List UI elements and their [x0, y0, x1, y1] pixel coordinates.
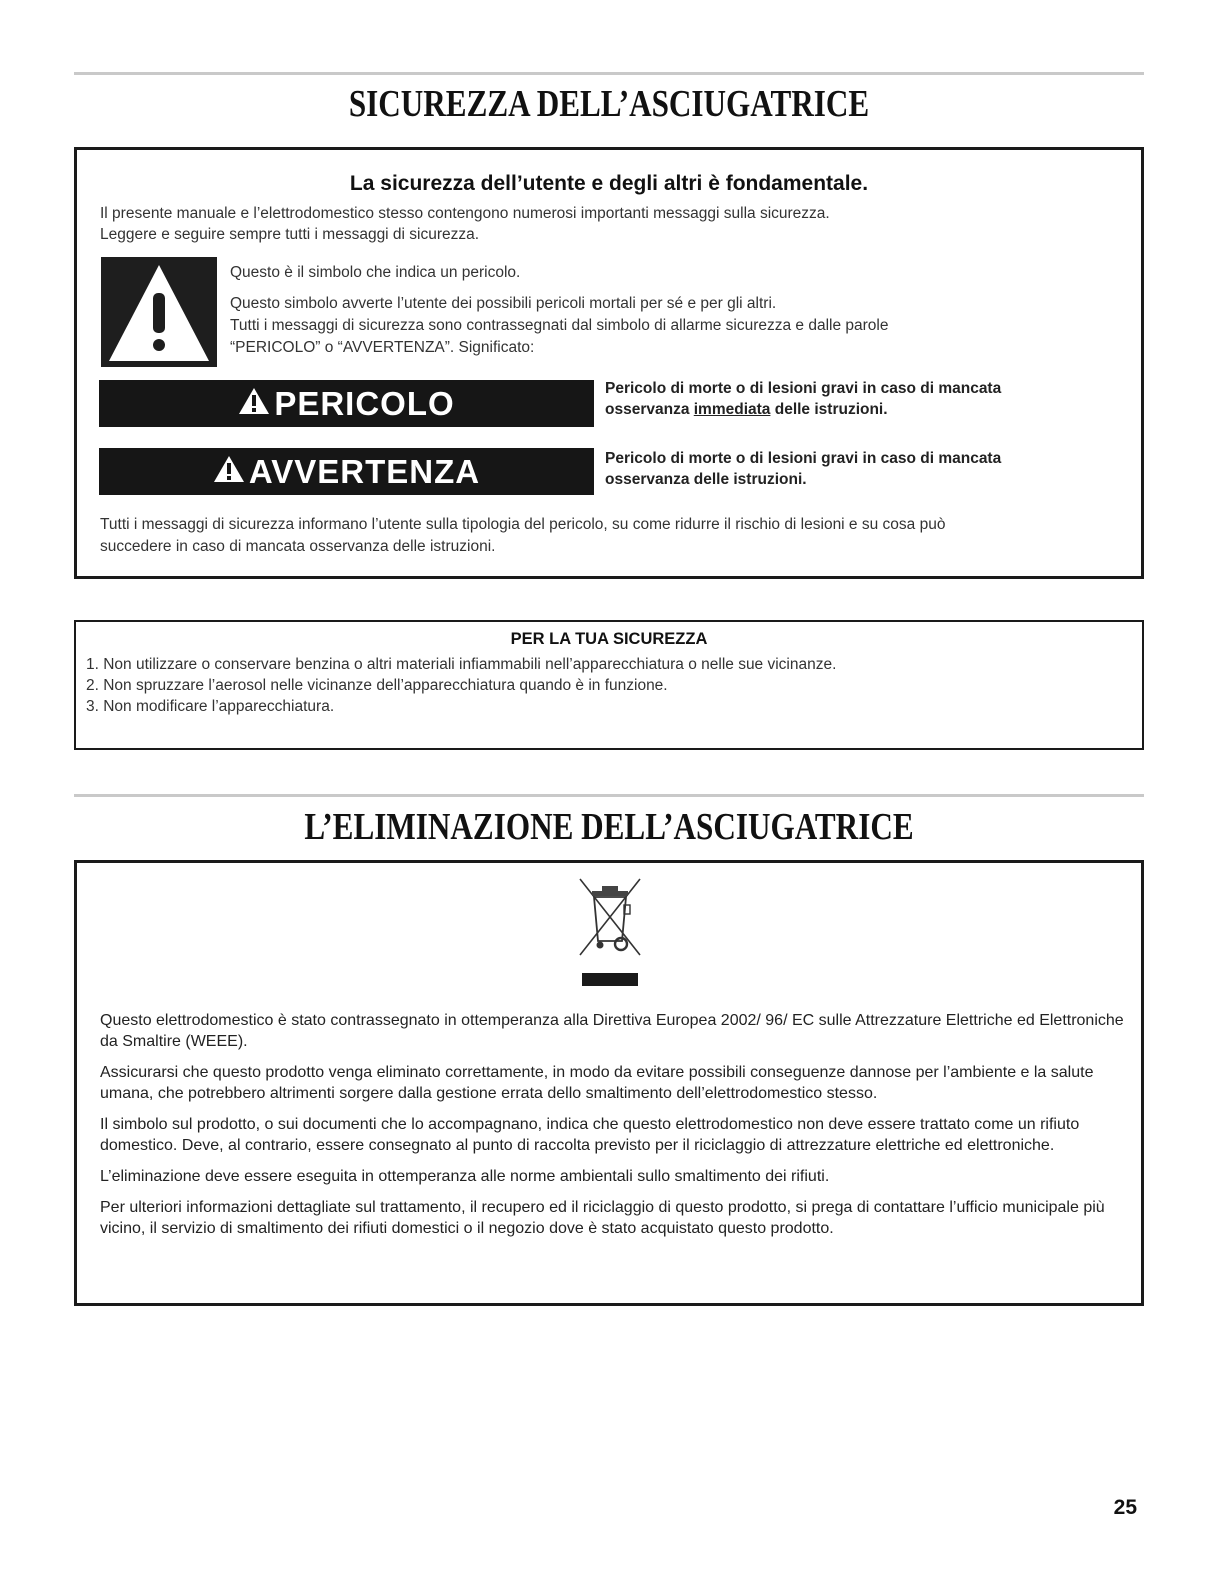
- danger-desc-pre: osservanza: [605, 401, 694, 418]
- your-safety-box: [74, 620, 1144, 750]
- safety-footer-line-1: Tutti i messaggi di sicurezza informano l’utente sulla tipologia del pericolo, su come ridurre il rischio di lesioni e su cosa può: [100, 516, 946, 533]
- symbol-line-3: Tutti i messaggi di sicurezza sono contrassegnati dal simbolo di allarme sicurezza e dalle parole: [230, 317, 889, 334]
- symbol-line-2: Questo simbolo avverte l’utente dei possibili pericoli mortali per sé e per gli altri.: [230, 295, 777, 312]
- page-number: 25: [1113, 1496, 1137, 1519]
- warning-triangle-icon: [213, 453, 245, 491]
- danger-signal-word: [99, 380, 594, 427]
- danger-desc-line-1: Pericolo di morte o di lesioni gravi in caso di mancata: [605, 380, 1002, 397]
- disposal-paragraph: Per ulteriori informazioni dettagliate sul trattamento, il recupero ed il riciclaggio di questo prodotto, si prega di contattare l’ufficio municipale più vicino, il servizio di smaltimento dei rifiuti domestici o il negozio dove è stato acquistato questo prodotto.: [100, 1199, 1105, 1237]
- disposal-section-title: L’ELIMINAZIONE DELL’ASCIUGATRICE: [304, 806, 914, 848]
- top-rule: [74, 72, 1144, 75]
- disposal-paragraphs: [100, 1010, 1130, 1239]
- disposal-paragraph: Assicurarsi che questo prodotto venga eliminato correttamente, in modo da evitare possibili conseguenze dannose per l’ambiente e la salute umana, che potrebbero altrimenti sorgere dalla gestione errata dello smaltimento dell’elettrodomestico stesso.: [100, 1064, 1094, 1102]
- safety-footer-line-2: succedere in caso di mancata osservanza delle istruzioni.: [100, 538, 496, 555]
- danger-label: PERICOLO: [274, 384, 455, 422]
- your-safety-heading: PER LA TUA SICUREZZA: [510, 630, 708, 648]
- safety-alert-icon: [101, 257, 217, 367]
- safety-box: [74, 147, 1144, 579]
- your-safety-item: 2. Non spruzzare l’aerosol nelle vicinanze dell’apparecchiatura quando è in funzione.: [86, 677, 668, 694]
- disposal-box: [74, 860, 1144, 1306]
- warning-label: AVVERTENZA: [248, 452, 481, 490]
- safety-section-title: SICUREZZA DELL’ASCIUGATRICE: [348, 83, 870, 125]
- safety-intro-line-2: Leggere e seguire sempre tutti i messaggi di sicurezza.: [100, 226, 480, 243]
- weee-crossed-out-bin-icon: [574, 873, 646, 993]
- danger-desc-underlined: immediata: [693, 401, 771, 418]
- warning-desc-line-2: osservanza delle istruzioni.: [605, 471, 807, 488]
- warning-signal-word: [99, 448, 594, 495]
- your-safety-item: 3. Non modificare l’apparecchiatura.: [86, 698, 335, 715]
- disposal-paragraph: Il simbolo sul prodotto, o sui documenti che lo accompagnano, indica che questo elettrodomestico non deve essere trattato come un rifiuto domestico. Deve, al contrario, essere consegnato al punto di raccolta previsto per il riciclaggio di attrezzature elettriche ed elettroniche.: [100, 1116, 1080, 1154]
- safety-intro-line-1: Il presente manuale e l’elettrodomestico stesso contengono numerosi importanti messaggi sulla sicurezza.: [100, 205, 830, 222]
- warning-description: [605, 448, 1105, 490]
- warning-desc-line-1: Pericolo di morte o di lesioni gravi in caso di mancata: [605, 450, 1002, 467]
- disposal-paragraph: Questo elettrodomestico è stato contrassegnato in ottemperanza alla Direttiva Europea 2002/ 96/ EC sulle Attrezzature Elettriche ed Elettroniche da Smaltire (WEEE).: [100, 1012, 1124, 1050]
- danger-warning-triangle-icon: [238, 385, 270, 423]
- your-safety-list: [86, 654, 836, 717]
- safety-headline: La sicurezza dell’utente e degli altri è fondamentale.: [349, 172, 869, 195]
- symbol-line-4: “PERICOLO” o “AVVERTENZA”. Significato:: [230, 339, 535, 356]
- danger-desc-line-2: [605, 399, 1105, 420]
- your-safety-item: 1. Non utilizzare o conservare benzina o altri materiali infiammabili nell’apparecchiatura o nelle sue vicinanze.: [86, 656, 837, 673]
- symbol-line-1: Questo è il simbolo che indica un pericolo.: [230, 264, 521, 281]
- middle-rule: [74, 794, 1144, 797]
- disposal-paragraph: L’eliminazione deve essere eseguita in ottemperanza alle norme ambientali sullo smaltimento dei rifiuti.: [100, 1168, 830, 1185]
- danger-description: [605, 378, 1105, 420]
- danger-desc-post: delle istruzioni.: [770, 401, 888, 418]
